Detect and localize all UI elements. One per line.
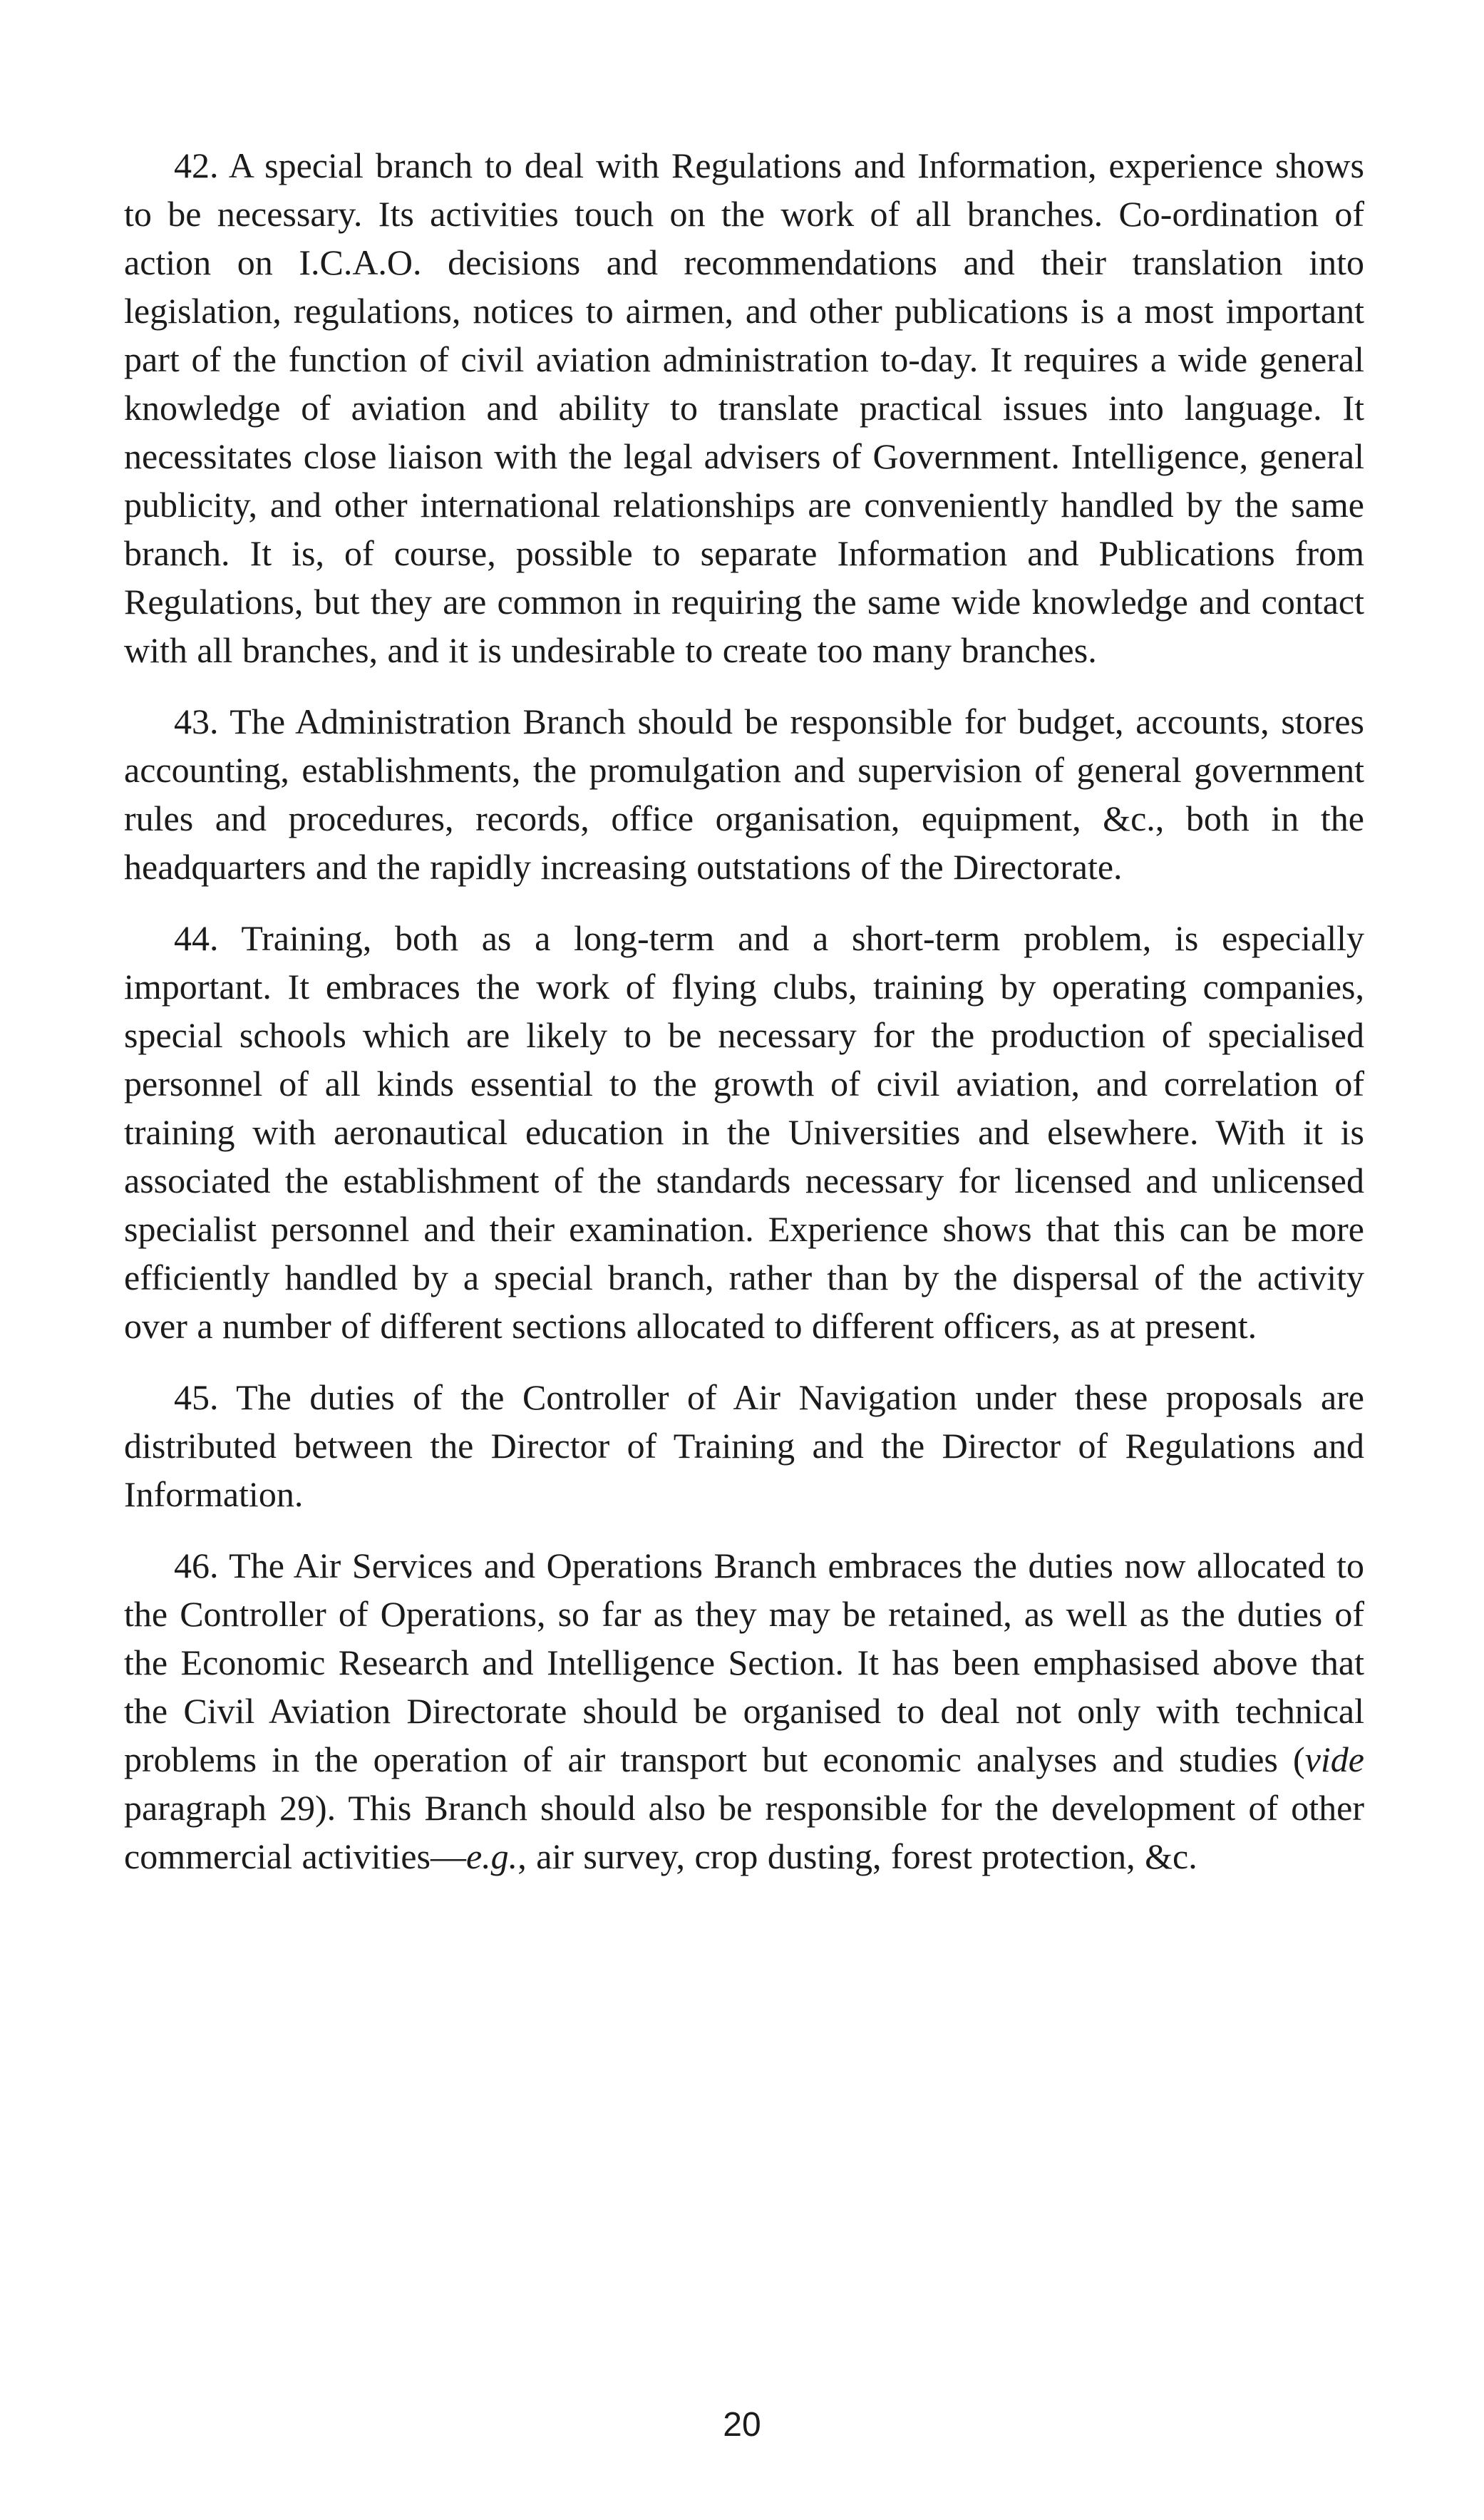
paragraph-46-text-middle: paragraph 29). This Branch should also be responsible for the development of other commercial activities— [124,1788,1364,1876]
paragraph-44-text: 44. Training, both as a long-term and a short-term problem, is especially important. It embraces the work of flying clubs, training by operating companies, special schools which are likely to be necessary for the production of specialised personnel of all kinds essential to the growth of civil aviation, and correlation of training with aeronautical education in the Universities and elsewhere. With it is associated the establishment of the standards necessary for licensed and unlicensed specialist personnel and their examination. Experience shows that this can be more efficiently handled by a special branch, rather than by the dispersal of the activity over a number of different sections allocated to different officers, as at present. [124,918,1364,1346]
page-number: 20 [723,2406,761,2444]
paragraph-42-text: 42. A special branch to deal with Regulations and Information, experience shows to be necessary. Its activities touch on the work of all branches. Co-ordination of action on I.C.A.O. decisions and recommendations and their translation into legislation, regulations, notices to airmen, and other publications is a most important part of the function of civil aviation administration to-day. It requires a wide general knowledge of aviation and ability to translate practical issues into language. It necessitates close liaison with the legal advisers of Government. Intelligence, general publicity, and other international relationships are conveniently handled by the same branch. It is, of course, possible to separate Information and Publications from Regulations, but they are common in requiring the same wide knowledge and contact with all branches, and it is undesirable to create too many branches. [124,145,1364,670]
paragraph-42 [124,141,1364,674]
paragraph-43 [124,697,1364,891]
paragraph-46-italic-vide: vide [1304,1739,1364,1779]
paragraph-46-text-before: 46. The Air Services and Operations Branch embraces the duties now allocated to the Controller of Operations, so far as they may be retained, as well as the duties of the Economic Research and Intelligence Section. It has been emphasised above that the Civil Aviation Directorate should be organised to deal not only with technical problems in the operation of air transport but economic analyses and studies ( [124,1546,1364,1779]
paragraph-46 [124,1541,1364,1881]
paragraph-46-text-after: , air survey, crop dusting, forest protection, &c. [517,1836,1197,1876]
paragraph-45 [124,1373,1364,1518]
paragraph-45-text: 45. The duties of the Controller of Air Navigation under these proposals are distributed between the Director of Training and the Director of Regulations and Information. [124,1377,1364,1514]
paragraph-43-text: 43. The Administration Branch should be responsible for budget, accounts, stores accounting, establishments, the promulgation and supervision of general government rules and procedures, records, office organisation, equipment, &c., both in the headquarters and the rapidly increasing outstations of the Directorate. [124,701,1364,887]
paragraph-46-italic-eg: e.g. [465,1836,518,1876]
body-text [124,141,1364,1881]
paragraph-44 [124,914,1364,1350]
